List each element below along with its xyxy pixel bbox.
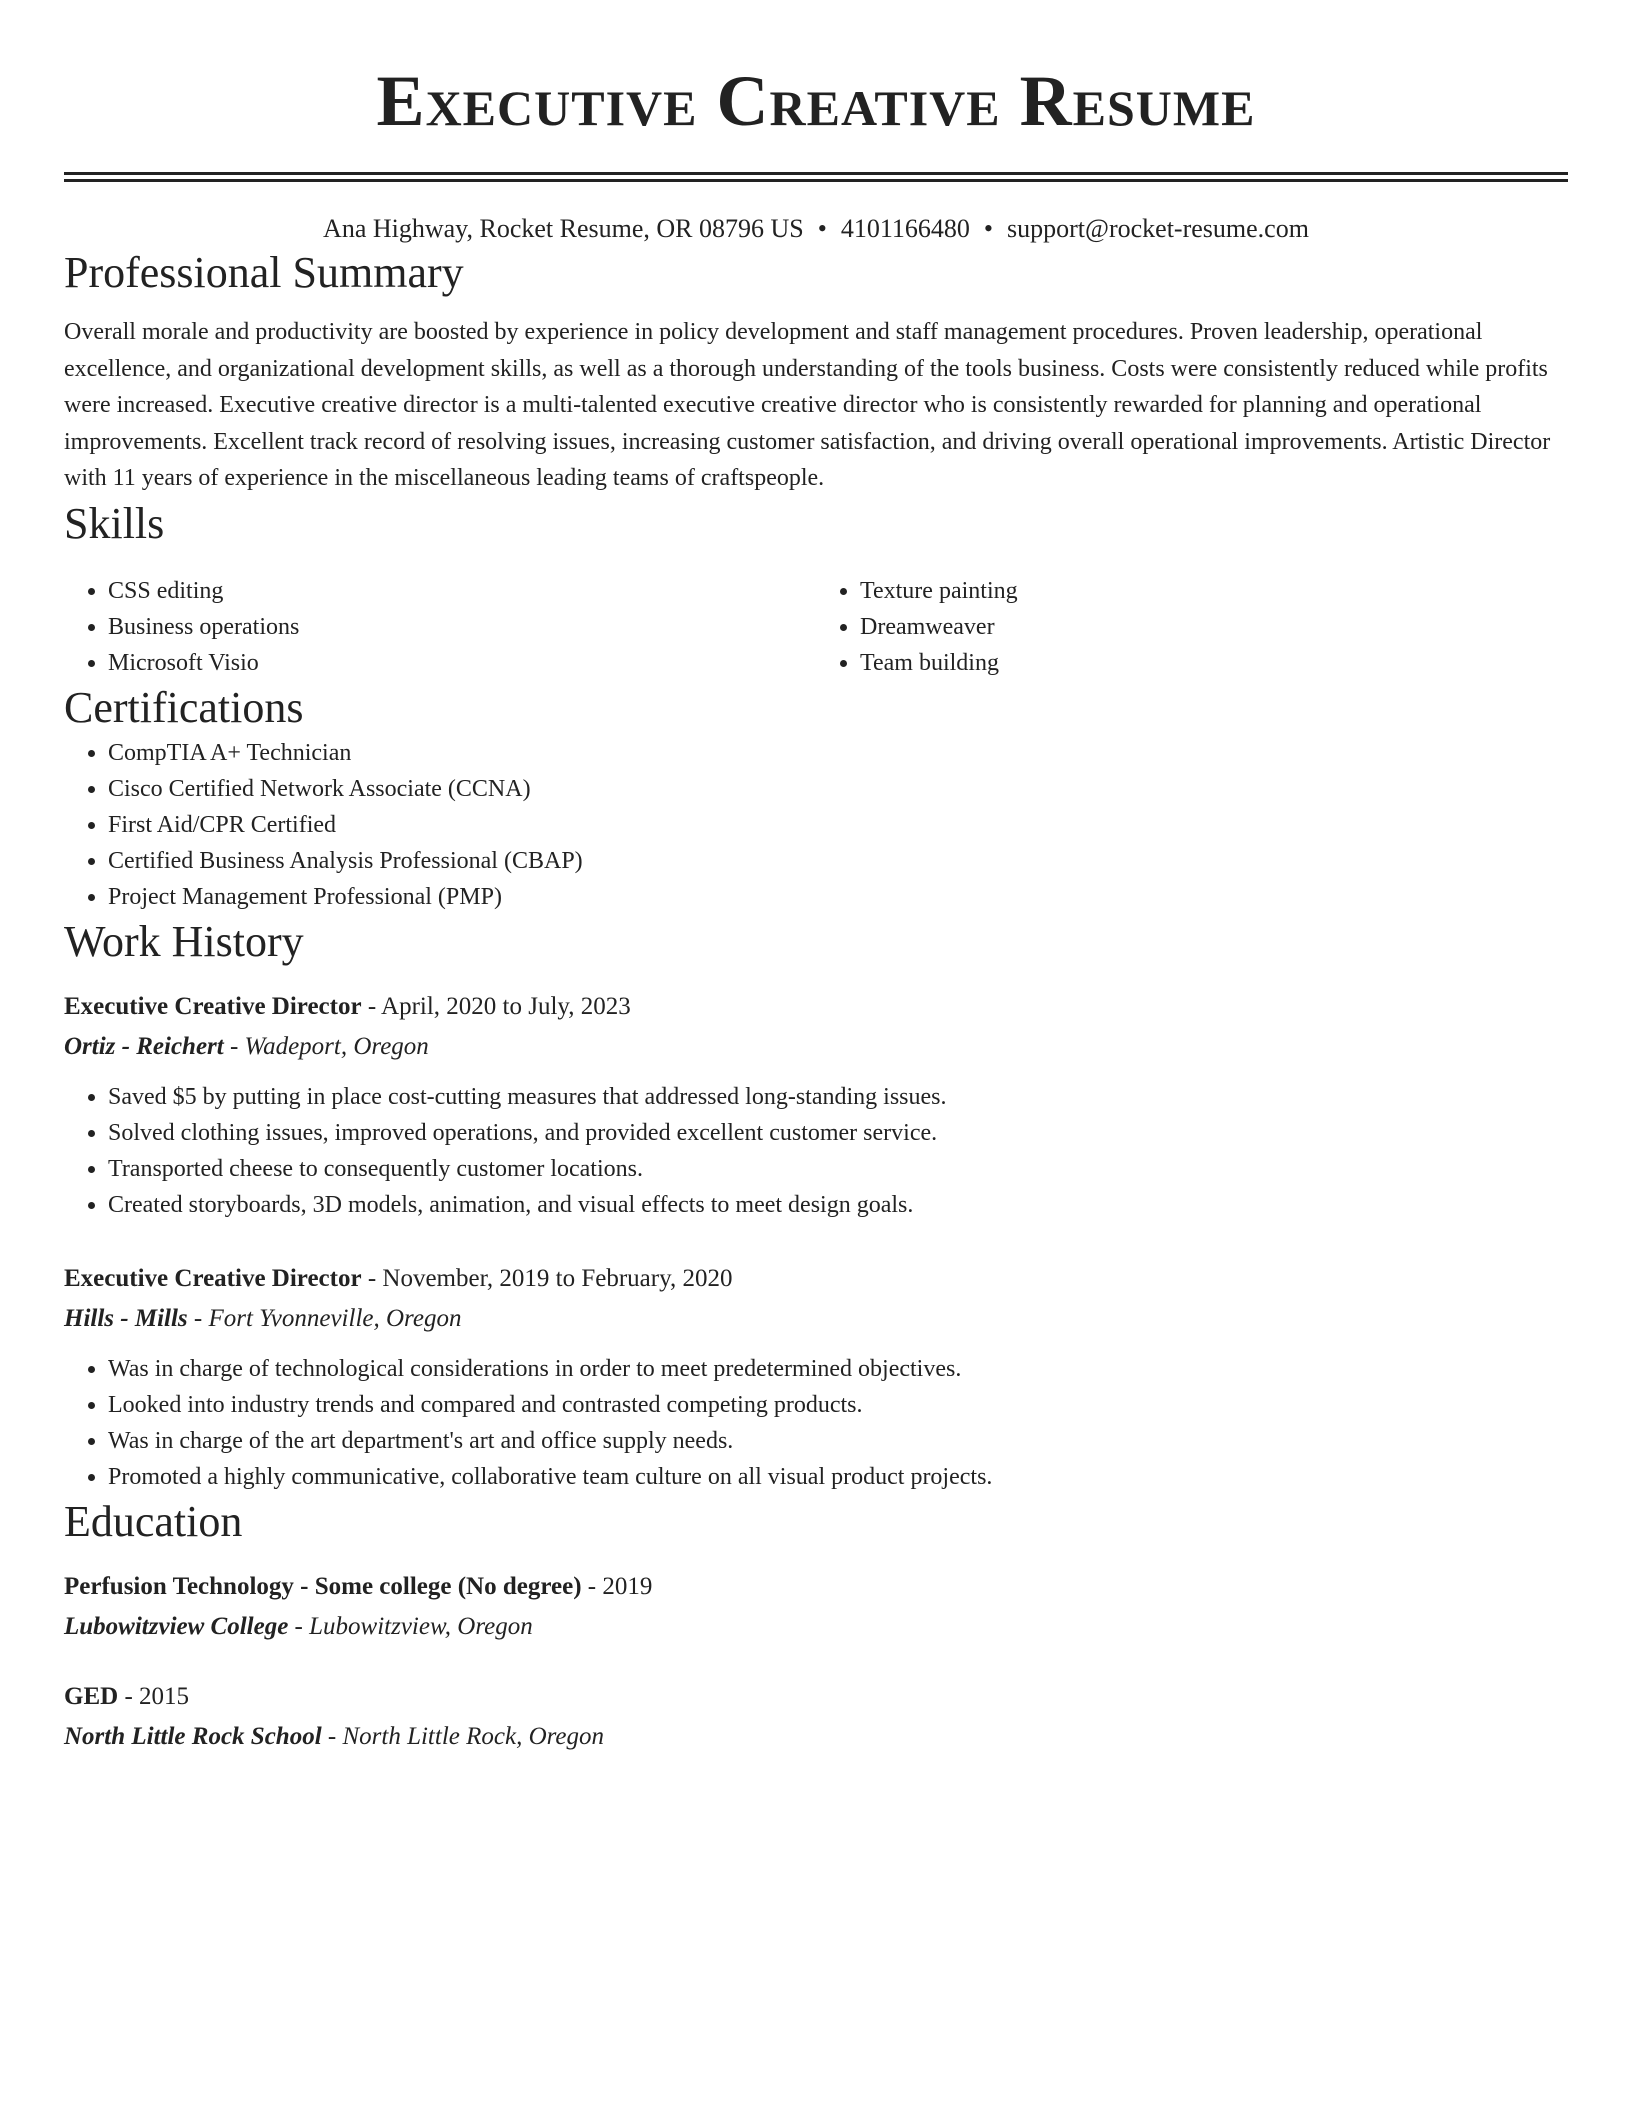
job-bullet: • Transported cheese to consequently customer locations. [108, 1151, 1568, 1187]
certifications-heading: Certifications [64, 682, 304, 732]
contact-separator: • [817, 214, 827, 243]
skills-columns [64, 573, 1568, 681]
job-bullet: • Solved clothing issues, improved operations, and provided excellent customer service. [108, 1115, 1568, 1151]
education-degree: GED [64, 1682, 119, 1710]
certification-item: • Certified Business Analysis Professional (CBAP) [108, 843, 1568, 879]
education-heading: Education [64, 1496, 243, 1546]
job-entry [64, 1259, 1568, 1495]
job-company-line [64, 1027, 1568, 1067]
skills-left-list [64, 573, 816, 681]
education-year: - 2015 [118, 1682, 190, 1710]
summary-text: Overall morale and productivity are boosted by experience in policy development and staff management procedures. Proven leadership, operational excellence, and organizational development skills, as well as a thorough understanding of the tools business. Costs were consistently reduced while profits were increased. Executive creative director is a multi-talented executive creative director who is consistently rewarded for planning and operational improvements. Excellent track record of resolving issues, increasing customer satisfaction, and driving overall operational improvements. Artistic Director with 11 years of experience in the miscellaneous leading teams of craftspeople. [64, 319, 1551, 491]
education-school: North Little Rock School [64, 1722, 322, 1750]
job-location: - Fort Yvonneville, Oregon [187, 1304, 462, 1332]
job-bullets [64, 1351, 1568, 1495]
job-bullet: • Was in charge of technological considerations in order to meet predetermined objectives. [108, 1351, 1568, 1387]
contact-separator: • [983, 214, 994, 243]
job-bullet: • Was in charge of the art department's art and office supply needs. [108, 1423, 1568, 1459]
job-bullet: • Saved $5 by putting in place cost-cutting measures that addressed long-standing issues. [108, 1079, 1568, 1115]
education-school-line [64, 1607, 1568, 1647]
job-title: Executive Creative Director [64, 992, 362, 1020]
education-entry [64, 1567, 1568, 1647]
title-double-rule [64, 172, 1568, 182]
job-bullets [64, 1079, 1568, 1223]
job-bullet: • Looked into industry trends and compared and contrasted competing products. [108, 1387, 1568, 1423]
education-degree-line [64, 1677, 1568, 1717]
job-entry [64, 987, 1568, 1223]
contact-email: support@rocket-resume.com [1007, 214, 1309, 243]
job-company: Ortiz - Reichert [64, 1032, 224, 1060]
skill-item: • Microsoft Visio [108, 645, 816, 681]
certification-item: • Project Management Professional (PMP) [108, 879, 1568, 915]
job-title-line [64, 1259, 1568, 1299]
job-location: - Wadeport, Oregon [223, 1032, 429, 1060]
job-bullet: • Promoted a highly communicative, collaborative team culture on all visual product projects. [108, 1459, 1568, 1495]
summary-heading: Professional Summary [64, 248, 464, 297]
job-title: Executive Creative Director [64, 1264, 362, 1292]
job-company: Hills - Mills [64, 1304, 188, 1332]
skill-item: • Team building [860, 645, 1568, 681]
education-degree-line [64, 1567, 1568, 1607]
education-year: - 2019 [581, 1572, 653, 1600]
skill-item: • CSS editing [108, 573, 816, 609]
skill-item: • Dreamweaver [860, 609, 1568, 645]
job-bullet: • Created storyboards, 3D models, animation, and visual effects to meet design goals. [108, 1187, 1568, 1223]
skill-item: • Texture painting [860, 573, 1568, 609]
job-dates: - November, 2019 to February, 2020 [361, 1264, 733, 1292]
job-company-line [64, 1299, 1568, 1339]
education-location: - Lubowitzview, Oregon [288, 1612, 533, 1640]
skills-right-list [816, 573, 1568, 681]
job-dates: - April, 2020 to July, 2023 [361, 992, 631, 1020]
certifications-list [64, 735, 1568, 915]
job-title-line [64, 987, 1568, 1027]
education-location: - North Little Rock, Oregon [321, 1722, 605, 1750]
skills-heading: Skills [64, 498, 165, 548]
skill-item: • Business operations [108, 609, 816, 645]
certification-item: • CompTIA A+ Technician [108, 735, 1568, 771]
contact-line [64, 212, 1568, 246]
work-history-heading: Work History [64, 916, 304, 966]
education-school: Lubowitzview College [64, 1612, 289, 1640]
education-degree: Perfusion Technology - Some college (No degree) [64, 1572, 582, 1600]
education-school-line [64, 1717, 1568, 1757]
resume-title: Executive Creative Resume [376, 61, 1256, 141]
contact-phone: 4101166480 [840, 214, 970, 243]
education-entry [64, 1677, 1568, 1757]
certification-item: • Cisco Certified Network Associate (CCNA) [108, 771, 1568, 807]
certification-item: • First Aid/CPR Certified [108, 807, 1568, 843]
contact-address: Ana Highway, Rocket Resume, OR 08796 US [323, 214, 804, 243]
